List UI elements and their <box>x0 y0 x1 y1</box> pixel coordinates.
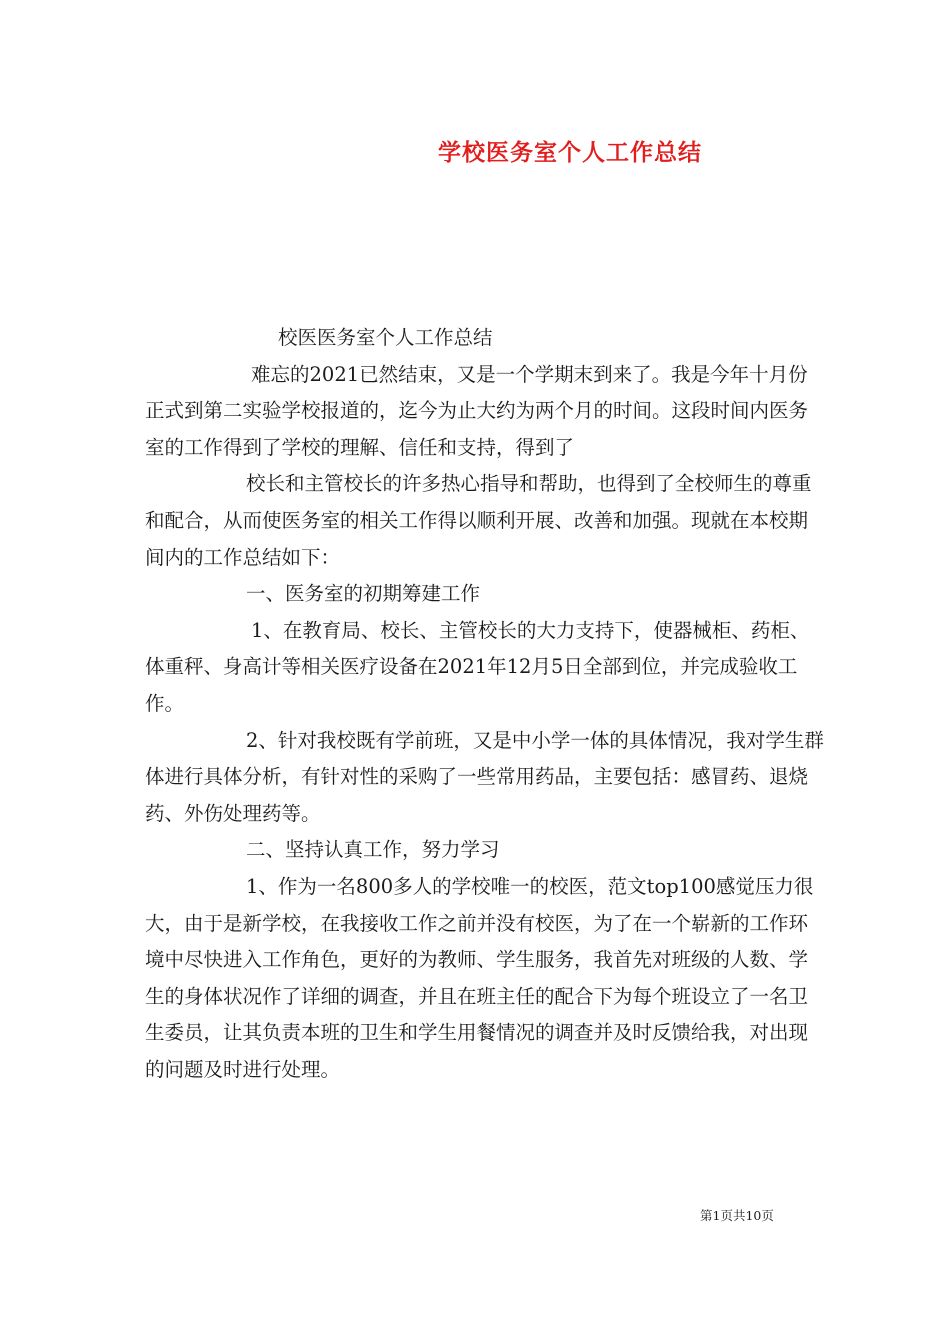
body-paragraph: 校长和主管校长的许多热心指导和帮助，也得到了全校师生的尊重和配合，从而使医务室的相关工作得以顺利开展、改善和加强。现就在本校期间内的工作总结如下： <box>145 472 812 569</box>
document-body <box>145 320 825 1088</box>
body-paragraph: 难忘的2021已然结束，又是一个学期末到来了。我是今年十月份正式到第二实验学校报道的，迄今为止大约为两个月的时间。这段时间内医务室的工作得到了学校的理解、信任和支持，得到了 <box>145 362 809 459</box>
section-heading: 一、医务室的初期筹建工作 <box>246 582 481 606</box>
document-title: 学校医务室个人工作总结 <box>438 139 702 166</box>
body-paragraph: 1、作为一名800多人的学校唯一的校医，范文top100感觉压力很大，由于是新学校，在我接收工作之前并没有校医，为了在一个崭新的工作环境中尽快进入工作角色，更好的为教师、学生服务，我首先对班级的人数、学生的身体状况作了详细的调查，并且在班主任的配合下为每个班设立了一名卫生委员，让其负责本班的卫生和学生用餐情况的调查并及时反馈给我，对出现的问题及时进行处理。 <box>145 874 814 1081</box>
body-paragraph: 2、针对我校既有学前班，又是中小学一体的具体情况，我对学生群体进行具体分析，有针对性的采购了一些常用药品，主要包括：感冒药、退烧药、外伤处理药等。 <box>145 728 824 825</box>
body-paragraph: 1、在教育局、校长、主管校长的大力支持下，使器械柜、药柜、体重秤、身高计等相关医疗设备在2021年12月5日全部到位，并完成验收工作。 <box>145 618 810 715</box>
page-footer: 第1页共10页 <box>700 1208 774 1223</box>
subtitle-paragraph: 校医医务室个人工作总结 <box>278 326 493 349</box>
section-heading: 二、坚持认真工作，努力学习 <box>246 838 500 862</box>
